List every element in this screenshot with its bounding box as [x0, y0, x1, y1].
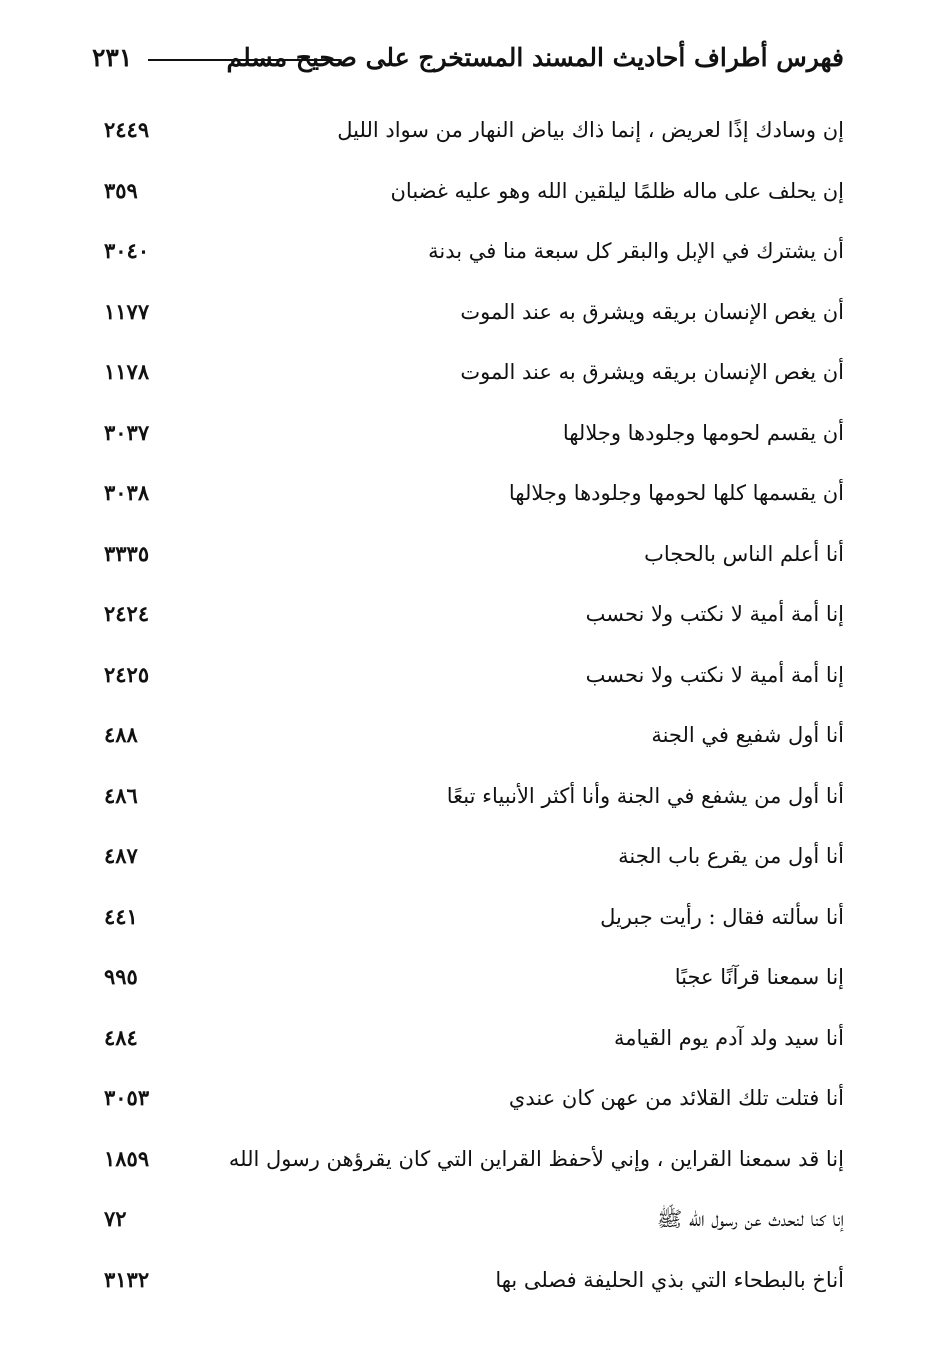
index-entry: [0, 163, 939, 224]
index-entry: [0, 465, 939, 526]
entry-text: أن يغص الإنسان بريقه ويشرق به عند الموت: [460, 299, 844, 324]
entry-text: إن وسادك إذًا لعريض ، إنما ذاك بياض النهار من سواد الليل: [337, 118, 844, 142]
entry-text: إن يحلف على ماله ظلمًا ليلقين الله وهو عليه غضبان: [390, 178, 844, 203]
index-entry: [0, 949, 939, 1010]
entry-text: أنا فتلت تلك القلائد من عهن كان عندي: [508, 1086, 844, 1110]
entry-text: إنا كنا لنحدث عن رسول الله ﷺ: [656, 1207, 844, 1231]
entry-number: ٣٠٣٧: [104, 419, 150, 445]
entry-number: ٣٠٣٨: [104, 480, 150, 505]
entry-number: ٣٥٩: [104, 177, 138, 203]
entry-number: ٩٩٥: [104, 964, 138, 989]
index-entry: [0, 1010, 939, 1071]
entry-text: إنا سمعنا قرآنًا عجبًا: [674, 965, 844, 989]
entry-number: ٣٣٣٥: [104, 540, 150, 566]
header-rule: [148, 59, 340, 61]
index-entry: [0, 828, 939, 889]
index-entry: [0, 1191, 939, 1252]
entry-text: أنا أعلم الناس بالحجاب: [644, 541, 844, 566]
entry-number: ١٨٥٩: [104, 1145, 150, 1171]
entry-text: أنا سيد ولد آدم يوم القيامة: [614, 1025, 844, 1050]
index-entry: [0, 1070, 939, 1131]
entry-text: أن يغص الإنسان بريقه ويشرق به عند الموت: [460, 360, 844, 384]
index-entries: [0, 102, 939, 1312]
entry-number: ٤٨٧: [104, 843, 138, 868]
index-entry: [0, 344, 939, 405]
entry-text: أنا سألته فقال : رأيت جبريل: [600, 904, 844, 929]
entry-number: ٤٤١: [104, 903, 138, 929]
index-entry: [0, 284, 939, 345]
entry-number: ١١٧٧: [104, 298, 150, 324]
index-entry: [0, 526, 939, 587]
entry-number: ٤٨٤: [104, 1024, 138, 1050]
page-header: [92, 36, 844, 80]
entry-number: ٢٤٢٥: [104, 661, 150, 687]
entry-number: ٤٨٨: [104, 722, 138, 747]
entry-number: ٢٤٤٩: [104, 117, 150, 142]
index-entry: [0, 647, 939, 708]
index-entry: [0, 102, 939, 163]
entry-number: ٧٢: [104, 1206, 127, 1231]
index-entry: [0, 405, 939, 466]
header-title: فهرس أطراف أحاديث المسند المستخرج على صحيح مسلم: [226, 43, 844, 72]
entry-text: أن يشترك في الإبل والبقر كل سبعة منا في بدنة: [428, 239, 844, 263]
index-entry: [0, 586, 939, 647]
index-entry: [0, 889, 939, 950]
entry-number: ١١٧٨: [104, 359, 150, 384]
entry-text: أنا أول من يقرع باب الجنة: [618, 844, 844, 868]
entry-text: أن يقسمها كلها لحومها وجلودها وجلالها: [508, 481, 844, 505]
entry-text: أنا أول من يشفع في الجنة وأنا أكثر الأنبياء تبعًا: [446, 783, 844, 808]
page-number: ٢٣١: [92, 43, 133, 72]
entry-text: أن يقسم لحومها وجلودها وجلالها: [562, 420, 844, 445]
index-entry: [0, 768, 939, 829]
entry-text: إنا أمة أمية لا نكتب ولا نحسب: [585, 662, 844, 687]
index-entry: [0, 707, 939, 768]
index-entry: [0, 223, 939, 284]
entry-text: إنا أمة أمية لا نكتب ولا نحسب: [585, 602, 844, 626]
entry-text: أنا أول شفيع في الجنة: [651, 723, 844, 747]
entry-number: ٤٨٦: [104, 782, 138, 808]
index-entry: [0, 1131, 939, 1192]
entry-number: ٣٠٥٣: [104, 1085, 150, 1110]
index-entry: [0, 1252, 939, 1313]
entry-text: أناخ بالبطحاء التي بذي الحليفة فصلى بها: [495, 1267, 844, 1292]
entry-number: ٣١٣٢: [104, 1266, 150, 1292]
entry-text: إنا قد سمعنا القراين ، وإني لأحفظ القراين التي كان يقرؤهن رسول الله: [228, 1146, 844, 1171]
entry-number: ٣٠٤٠: [104, 238, 150, 263]
entry-number: ٢٤٢٤: [104, 601, 150, 626]
